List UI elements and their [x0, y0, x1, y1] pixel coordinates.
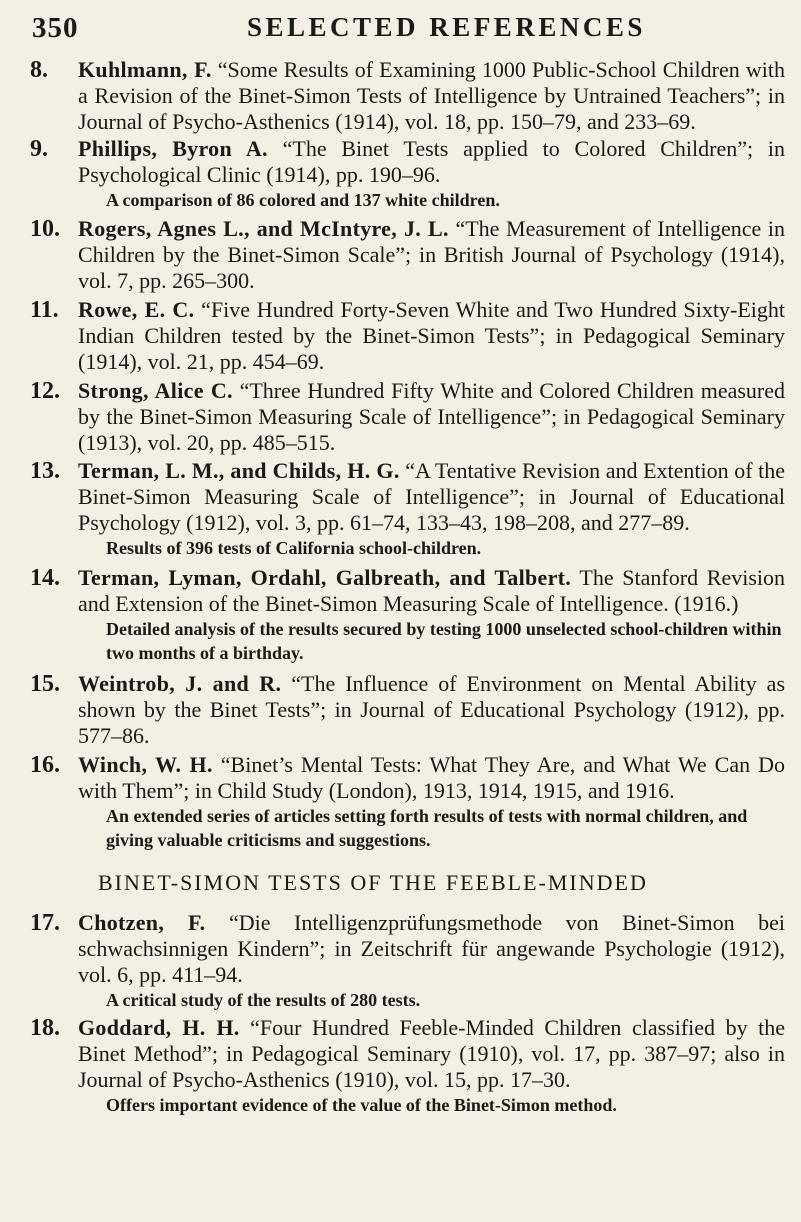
- citation: [78, 297, 785, 375]
- citation-text: “Three Hundred Fifty White and Colored Children measured by the Binet-Simon Measuring Scale of Intelligence”; in Pedagogical Seminary (1913), vol. 20, pp. 485–515.: [78, 378, 786, 455]
- reference-entry: [0, 1015, 801, 1117]
- citation: [78, 216, 785, 294]
- citation-text: “The Binet Tests applied to Colored Children”; in Psychological Clinic (1914), pp. 190–96.: [78, 136, 785, 187]
- citation-authors: Rogers, Agnes L., and McIntyre, J. L.: [78, 216, 449, 241]
- running-head: SELECTED REFERENCES: [247, 12, 646, 42]
- citation-text: “Some Results of Examining 1000 Public-School Children with a Revision of the Binet-Simon Tests of Intelligence by Untrained Teachers”; in Journal of Psycho-Asthenics (1914), vol. 18, pp. 150–79, and 233–69.: [78, 57, 786, 134]
- entry-number: 12.: [30, 378, 60, 404]
- entry-number: 10.: [30, 216, 60, 242]
- citation-authors: Terman, Lyman, Ordahl, Galbreath, and Talbert.: [78, 565, 572, 590]
- annotation: A comparison of 86 colored and 137 white children.: [106, 190, 500, 210]
- entry-number: 18.: [30, 1015, 60, 1041]
- citation: [78, 57, 785, 135]
- citation-text: The Stanford Revision and Extension of the Binet-Simon Measuring Scale of Intelligence. (1916.): [78, 565, 785, 616]
- reference-entry: [0, 57, 801, 135]
- citation-text: “Five Hundred Forty-Seven White and Two Hundred Sixty-Eight Indian Children tested by the Binet-Simon Tests”; in Pedagogical Seminary (1914), vol. 21, pp. 454–69.: [78, 297, 786, 374]
- citation: [78, 671, 785, 749]
- reference-entry: [0, 671, 801, 749]
- entry-number: 16.: [30, 752, 60, 778]
- annotation: An extended series of articles setting forth results of tests with normal children, and giving valuable criticisms and suggestions.: [106, 806, 748, 850]
- reference-entry: [0, 752, 801, 852]
- reference-entry: [0, 565, 801, 665]
- citation: [78, 910, 785, 988]
- reference-entry: [0, 378, 801, 456]
- citation: [78, 458, 785, 536]
- citation-text: “Four Hundred Feeble-Minded Children classified by the Binet Method”; in Pedagogical Seminary (1910), vol. 17, pp. 387–97; also in Journal of Psycho-Asthenics (1910), vol. 15, pp. 17–30.: [78, 1015, 785, 1092]
- citation-text: “The Measurement of Intelligence in Children by the Binet-Simon Scale”; in British Journal of Psychology (1914), vol. 7, pp. 265–300.: [78, 216, 785, 293]
- citation-authors: Chotzen, F.: [78, 910, 206, 935]
- citation: [78, 752, 785, 804]
- page-header: [32, 10, 781, 50]
- citation: [78, 378, 785, 456]
- entry-number: 13.: [30, 458, 60, 484]
- entry-number: 9.: [30, 136, 48, 162]
- entry-number: 8.: [30, 57, 48, 83]
- citation-text: “Die Intelligenzprüfungsmethode von Binet-Simon bei schwachsinnigen Kindern”; in Zeitschrift für angewande Psychologie (1912), vol. 6, pp. 411–94.: [78, 910, 785, 987]
- reference-entry: [0, 216, 801, 294]
- citation: [78, 1015, 785, 1093]
- reference-entry: [0, 136, 801, 212]
- reference-entry: [0, 910, 801, 1012]
- section-heading: BINET-SIMON TESTS OF THE FEEBLE-MINDED: [98, 870, 648, 895]
- citation-text: “The Influence of Environment on Mental Ability as shown by the Binet Tests”; in Journal of Educational Psychology (1912), pp. 577–86.: [78, 671, 786, 748]
- citation-authors: Rowe, E. C.: [78, 297, 195, 322]
- annotation: A critical study of the results of 280 tests.: [106, 990, 421, 1010]
- entry-number: 17.: [30, 910, 60, 936]
- reference-entry: [0, 297, 801, 375]
- entry-number: 14.: [30, 565, 60, 591]
- citation-authors: Goddard, H. H.: [78, 1015, 240, 1040]
- annotation: Detailed analysis of the results secured by testing 1000 unselected school-children within two months of a birthday.: [106, 619, 782, 663]
- citation-text: “A Tentative Revision and Extention of the Binet-Simon Measuring Scale of Intelligence”; in Journal of Educational Psychology (1912), vol. 3, pp. 61–74, 133–43, 198–208, and 277–89.: [78, 458, 786, 535]
- citation-authors: Strong, Alice C.: [78, 378, 233, 403]
- citation-text: “Binet’s Mental Tests: What They Are, and What We Can Do with Them”; in Child Study (London), 1913, 1914, 1915, and 1916.: [78, 752, 785, 803]
- citation: [78, 565, 785, 617]
- page-number: 350: [32, 12, 79, 44]
- reference-list: [0, 57, 801, 1117]
- citation-authors: Kuhlmann, F.: [78, 57, 212, 82]
- citation-authors: Phillips, Byron A.: [78, 136, 268, 161]
- entry-number: 15.: [30, 671, 60, 697]
- entry-number: 11.: [30, 297, 59, 323]
- annotation: Results of 396 tests of California school-children.: [106, 538, 482, 558]
- citation-authors: Weintrob, J. and R.: [78, 671, 282, 696]
- annotation: Offers important evidence of the value of the Binet-Simon method.: [106, 1095, 617, 1115]
- reference-entry: [0, 458, 801, 560]
- citation-authors: Terman, L. M., and Childs, H. G.: [78, 458, 400, 483]
- citation: [78, 136, 785, 188]
- citation-authors: Winch, W. H.: [78, 752, 213, 777]
